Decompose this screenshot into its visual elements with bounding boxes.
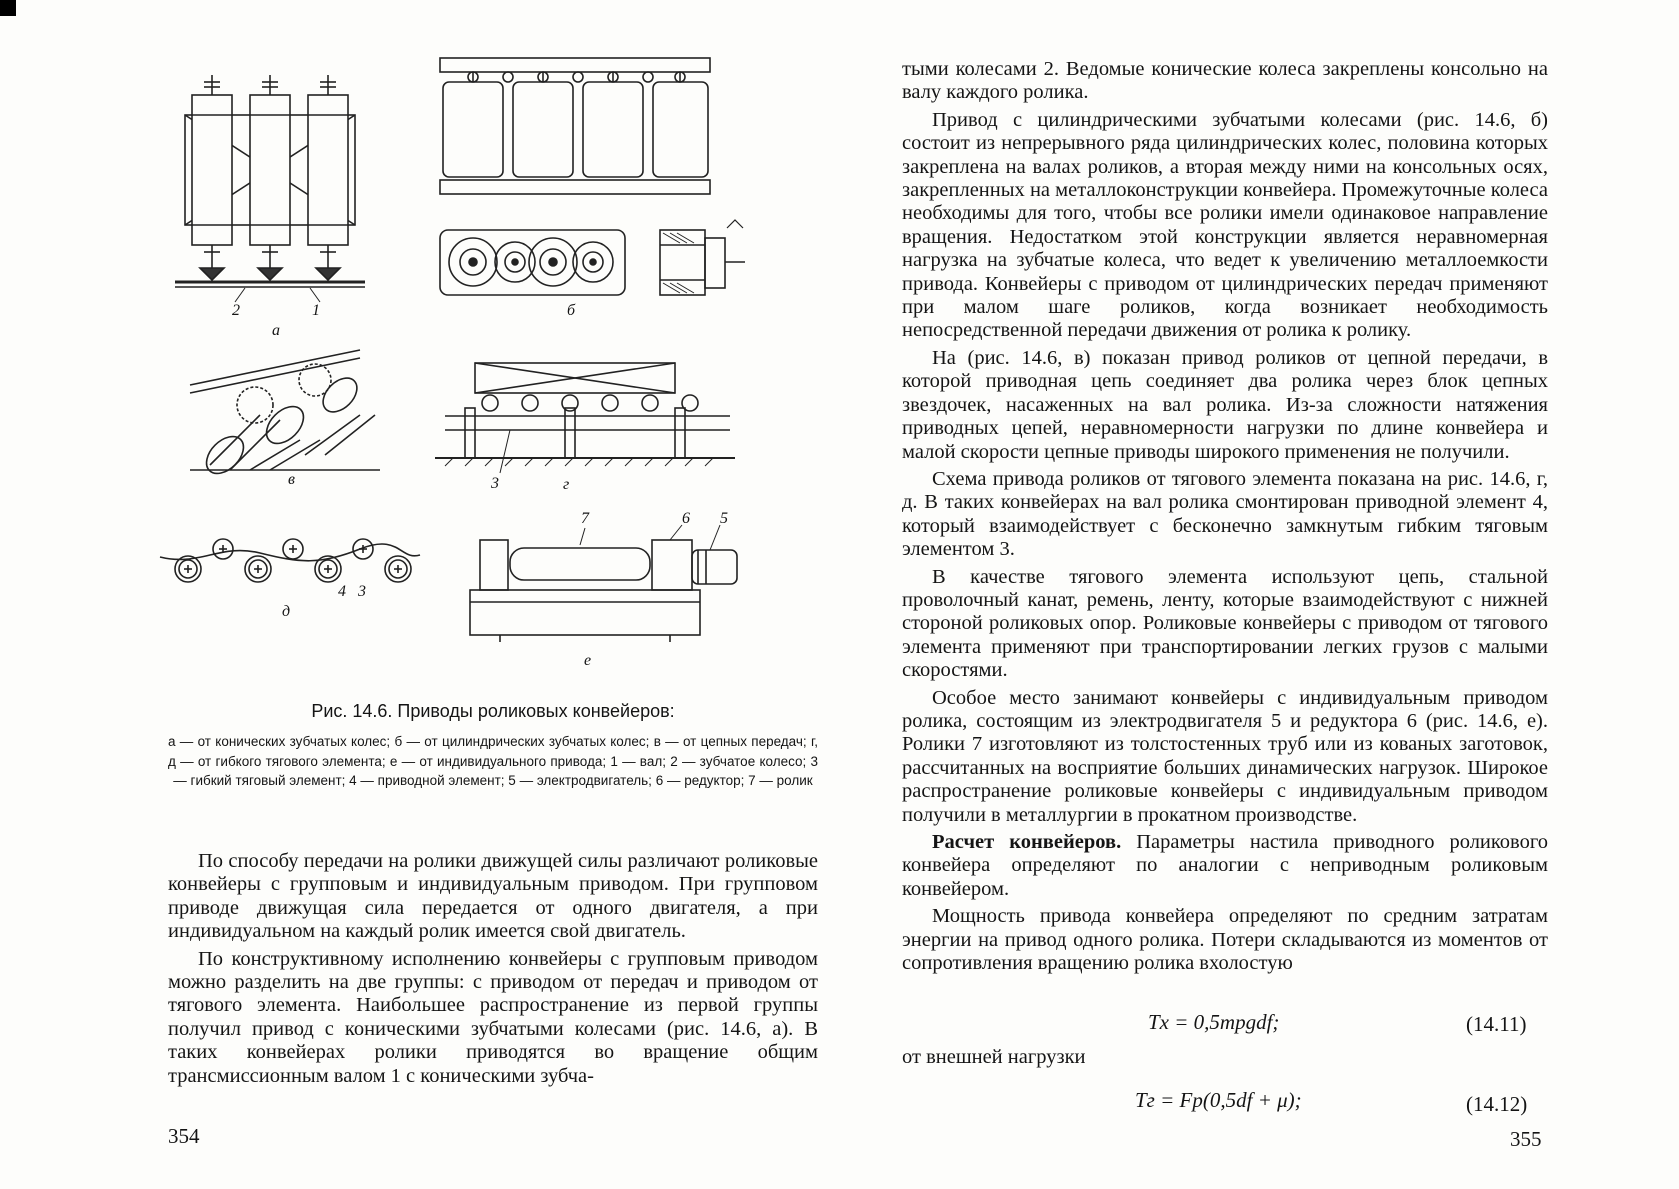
callout-7: 7 (581, 510, 589, 527)
calc-heading: Расчет конвейеров. (932, 831, 1122, 853)
equation-number: (14.12) (1466, 1092, 1528, 1116)
caption-body: а — от конических зубчатых колес; б — от цилиндрических зубчатых колес; в — от цепных передач; г, д — от гибкого тягового элемента; е — от индивидуального привода; 1 — вал; 2 — зубчатое колесо; 3 — гибкий тяговый элемент; 4 — приводной элемент; 5 — электродвигатель; 6 — редуктор; 7 — ролик (168, 734, 818, 788)
paragraph: от внешней нагрузки (902, 1046, 1086, 1068)
figure-caption (168, 701, 818, 791)
callout-6: 6 (682, 510, 690, 527)
caption-title: Рис. 14.6. Приводы роликовых конвейеров: (311, 701, 675, 721)
panel-g-traction-drive (435, 358, 735, 493)
paragraph: Особое место занимают конвейеры с индивидуальным приводом ролика, состоящим из электродвигателя 5 и редуктора 6 (рис. 14.6, е). Ролики 7 изготовляют из толстостенных труб или из кованых заготовок, рассчитанных на восприятие больших динамических нагрузок. Широкое распространение роликовые конвейеры с индивидуальным приводом получили в металлургии в прокатном производстве. (902, 686, 1548, 826)
panel-label-e: е (584, 652, 592, 669)
left-body-text (168, 850, 818, 1092)
panel-label-a: а (272, 322, 280, 339)
paragraph: По конструктивному исполнению конвейеры с групповым приводом можно разделить на две группы: с приводом от передач и приводом от тягового элемента. Наибольшее распространение из первой группы получил привод с коническими зубчатыми колесами (рис. 14.6, а). В таких конвейерах ролики приводятся во вращение общим трансмиссионным валом 1 с коническими зубча- (168, 947, 818, 1087)
callout-4: 4 (338, 583, 346, 600)
panel-v-chain-drive (190, 345, 390, 488)
callout-5: 5 (720, 510, 728, 527)
panel-d-traction-scheme (160, 535, 420, 620)
right-body-text (902, 58, 1548, 979)
paragraph: Привод с цилиндрическими зубчатыми колесами (рис. 14.6, б) состоит из непрерывного ряда цилиндрических колес, половина которых закреплена на валах роликов, а вторая между ними на консольных осях, закрепленных на металлоконструкции конвейера. Промежуточные колеса необходимы для того, чтобы все ролики имели одинаковое направление вращения. Недостатком этой конструкции является неравномерная нагрузка на зубчатые колеса, что ведет к увеличению металлоемкости привода. Конвейеры с приводом от цилиндрических передач применяют при малом шаге роликов, когда возникает необходимость непосредственной передачи движения от ролика к ролику. (902, 108, 1548, 342)
paragraph: Схема привода роликов от тягового элемента показана на рис. 14.6, г, д. В таких конвейерах на вал ролика смонтирован приводной элемент 4, который взаимодействует с бесконечно замкнутым гибким тяговым элементом 3. (902, 467, 1548, 561)
ext-load-label (902, 1046, 1302, 1073)
formula-14-11: Tх = 0,5mрgdf; (1148, 1010, 1280, 1034)
formula-14-12: Tг = Fр(0,5df + μ); (1135, 1088, 1302, 1112)
page-number: 355 (1510, 1127, 1542, 1151)
calc-paragraph (902, 831, 1548, 901)
left-page (0, 0, 830, 1189)
equation-number: (14.11) (1466, 1012, 1527, 1036)
callout-3-g: 3 (491, 475, 499, 492)
paragraph: По способу передачи на ролики движущей силы различают роликовые конвейеры с групповым и индивидуальным приводом. При групповом приводе движущая сила передается от одного двигателя, а при индивидуальном на каждый ролик имеется свой двигатель. (168, 850, 818, 943)
panel-label-g: г (563, 476, 570, 493)
page-number: 354 (168, 1124, 200, 1148)
figure-14-6 (150, 40, 820, 680)
callout-3-d: 3 (358, 583, 366, 600)
paragraph: В качестве тягового элемента используют цепь, стальной проволочный канат, ремень, ленту, которые взаимодействуют с нижней стороной роликовых опор. Роликовые конвейеры с приводом от тягового элемента применяют при транспортировании легких грузов с малыми скоростями. (902, 565, 1548, 682)
panel-label-d: д (282, 603, 291, 620)
panel-label-v: в (288, 471, 295, 488)
paragraph: На (рис. 14.6, в) показан привод роликов от цепной передачи, в которой приводная цепь соединяет два ролика через блок цепных звездочек, насаженных на вал ролика. Из-за сложности натяжения приводных цепей, неравномерности нагрузки по длине конвейера и малой скорости цепные приводы широкого применения не получили. (902, 346, 1548, 463)
calc-text: Параметры настила приводного роликового конвейера определяют по аналогии с неприводным роликовым конвейером. (902, 831, 1548, 900)
callout-1: 1 (312, 302, 320, 319)
panel-label-b: б (567, 302, 576, 319)
panel-a-bevel-gear-drive (170, 70, 370, 339)
paragraph: тыми колесами 2. Ведомые конические колеса закреплены консольно на валу каждого ролика. (902, 58, 1548, 104)
right-page (830, 0, 1679, 1189)
paragraph: Мощность привода конвейера определяют по средним затратам энергии на привод одного ролика. Потери складываются из моментов от сопротивления вращению ролика вхолостую (902, 905, 1548, 975)
callout-2: 2 (232, 302, 240, 319)
panel-b-cylindrical-gear-drive (435, 50, 755, 320)
panel-e-individual-drive (470, 510, 745, 669)
